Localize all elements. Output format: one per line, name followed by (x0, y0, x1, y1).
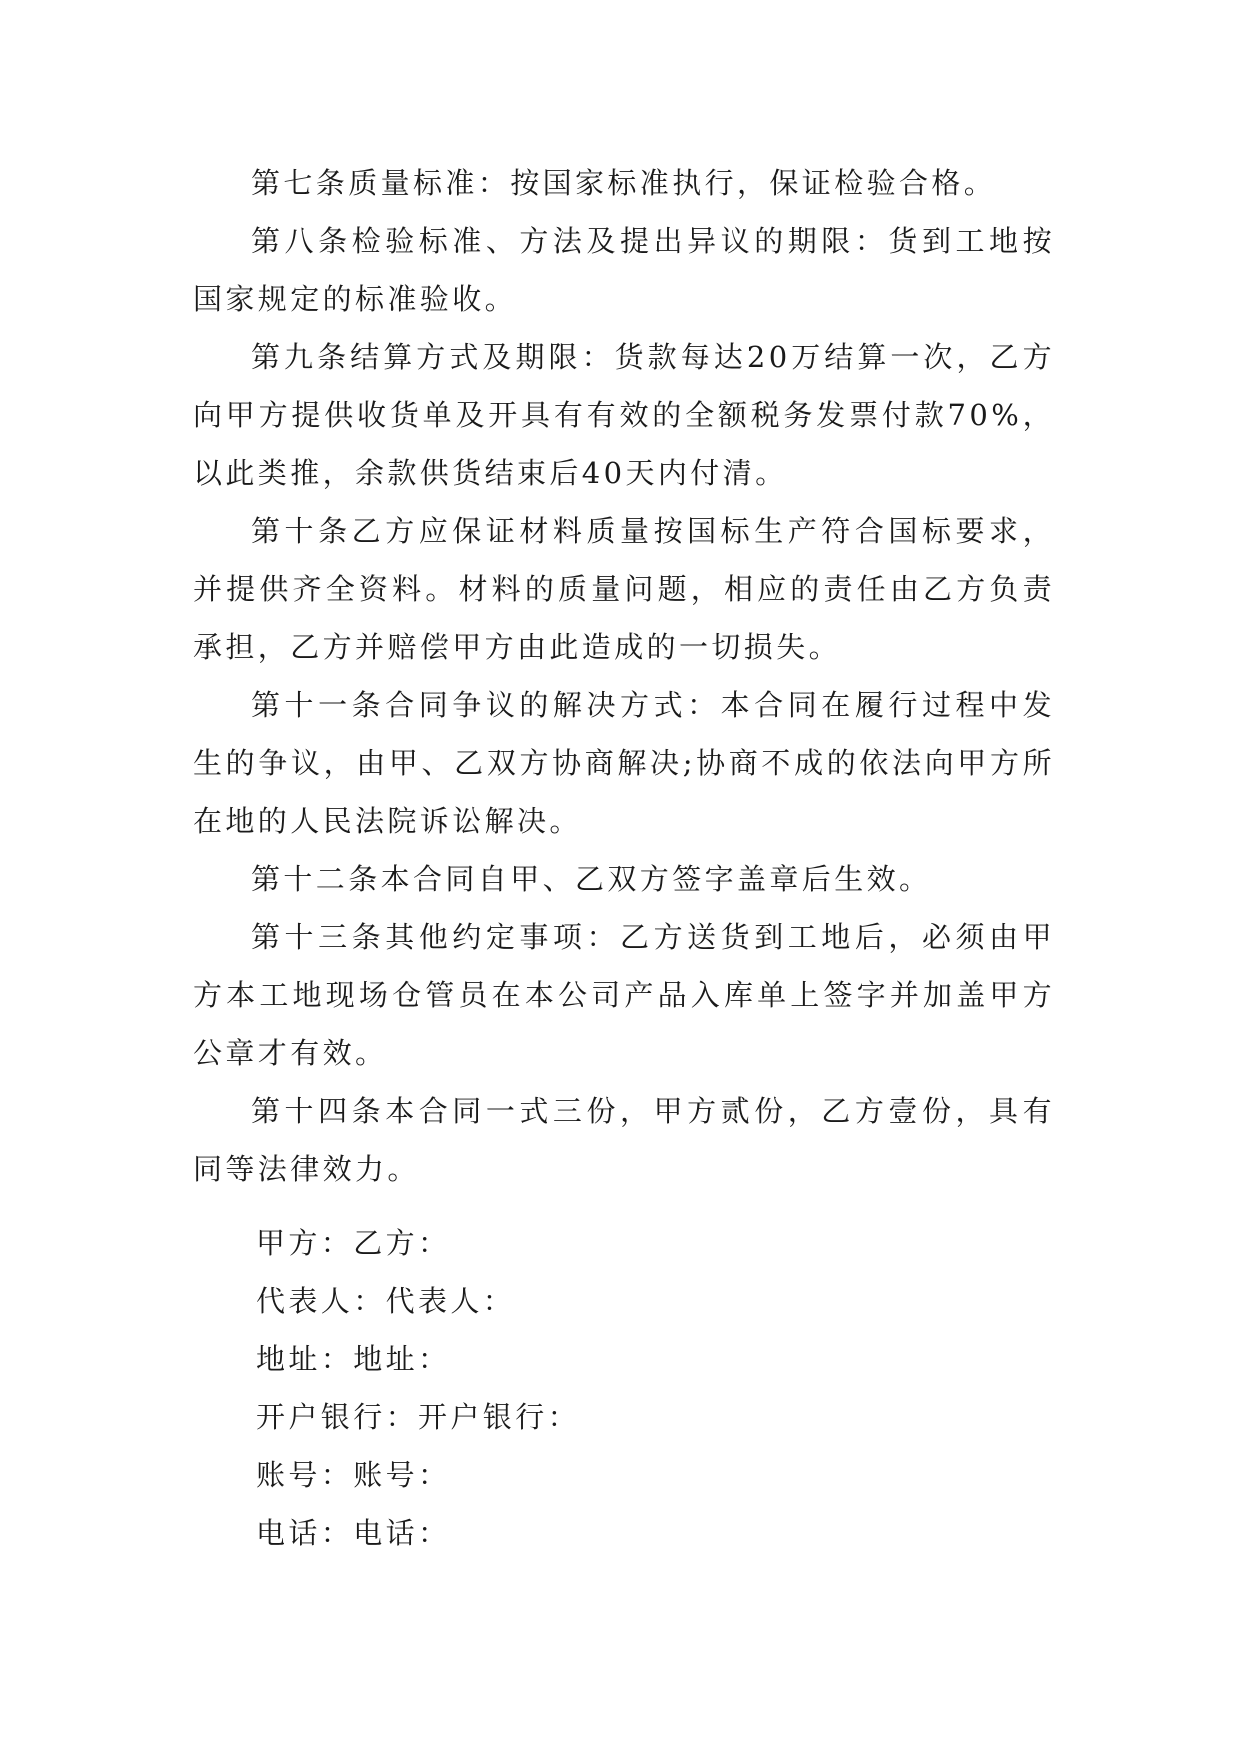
clause-9: 第九条结算方式及期限：货款每达20万结算一次，乙方向甲方提供收货单及开具有有效的全额税务发票付款70%，以此类推，余款供货结束后40天内付清。 (193, 340, 1055, 490)
clause-12: 第十二条本合同自甲、乙双方签字盖章后生效。 (251, 862, 932, 896)
account-line: 账号：账号： (256, 1458, 451, 1492)
party-line: 甲方：乙方： (256, 1226, 451, 1260)
contract-clauses (193, 154, 1055, 1198)
clause-13: 第十三条其他约定事项：乙方送货到工地后，必须由甲方本工地现场仓管员在本公司产品入库单上签字并加盖甲方公章才有效。 (193, 920, 1055, 1070)
clause-7: 第七条质量标准：按国家标准执行，保证检验合格。 (251, 166, 997, 200)
clause-10: 第十条乙方应保证材料质量按国标生产符合国标要求，并提供齐全资料。材料的质量问题，相应的责任由乙方负责承担，乙方并赔偿甲方由此造成的一切损失。 (193, 514, 1055, 664)
signature-block (256, 1214, 580, 1562)
clause-14: 第十四条本合同一式三份，甲方贰份，乙方壹份，具有同等法律效力。 (193, 1094, 1055, 1186)
clause-8: 第八条检验标准、方法及提出异议的期限：货到工地按国家规定的标准验收。 (193, 224, 1055, 316)
phone-line: 电话：电话： (256, 1516, 451, 1550)
clause-11: 第十一条合同争议的解决方式：本合同在履行过程中发生的争议，由甲、乙双方协商解决;协商不成的依法向甲方所在地的人民法院诉讼解决。 (193, 688, 1055, 838)
representative-line: 代表人：代表人： (256, 1284, 516, 1318)
bank-line: 开户银行：开户银行： (256, 1400, 581, 1434)
address-line: 地址：地址： (256, 1342, 451, 1376)
